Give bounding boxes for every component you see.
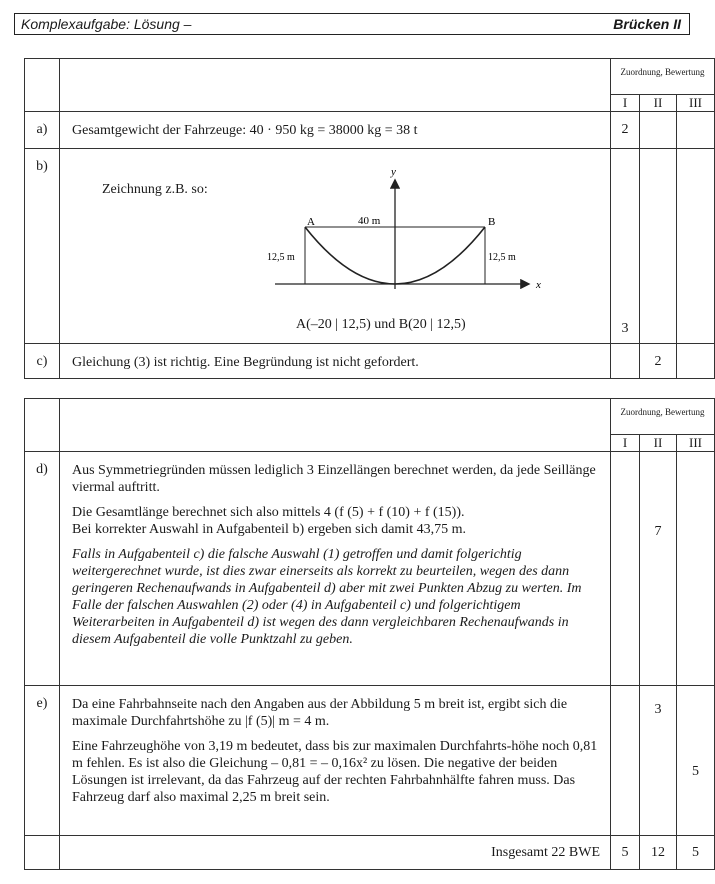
- task-label: b): [25, 149, 60, 344]
- x-axis-label: x: [536, 279, 541, 291]
- point-b-label: B: [488, 216, 496, 228]
- table-row: [25, 686, 715, 836]
- y-axis-label: y: [391, 166, 396, 178]
- task-label: e): [25, 686, 60, 836]
- page-header: [14, 13, 690, 35]
- point-a-label: A: [307, 216, 315, 228]
- table-row: [25, 149, 715, 344]
- right-height-label: 12,5 m: [488, 252, 516, 263]
- task-c-text: Gleichung (3) ist richtig. Eine Begründung ist nicht gefordert.: [60, 344, 611, 379]
- level-III-header: III: [677, 95, 715, 112]
- score-II: 7: [640, 452, 677, 686]
- solution-table-2: [24, 398, 715, 870]
- header-topic: Brücken II: [613, 16, 681, 32]
- task-e-paragraph-2: Eine Fahrzeughöhe von 3,19 m bedeutet, dass bis zur maximalen Durchfahrts-höhe noch 0,81 m fehlen. Es ist also die Gleichung – 0,81 = – 0,16x² zu lösen. Die negative der beiden Lösungen ist irrelevant, da das Fahrzeug auf der rechten Fahrbahnhälfte fahren muss. Das Fahrzeug darf also maximal 2,25 m breit sein.: [72, 739, 598, 805]
- total-score-III: 5: [677, 836, 715, 870]
- level-I-header: I: [611, 435, 640, 452]
- points-result: A(–20 | 12,5) und B(20 | 12,5): [296, 317, 466, 332]
- table-row: [25, 836, 715, 870]
- task-e-paragraph-1: Da eine Fahrbahnseite nach den Angaben aus der Abbildung 5 m breit ist, ergibt sich die maximale Durchfahrtshöhe zu |f (5)| m = 4 m.: [72, 697, 568, 729]
- score-II: 3: [640, 686, 677, 836]
- figure-intro: Zeichnung z.B. so:: [102, 182, 208, 197]
- score-III: 5: [677, 686, 715, 836]
- left-height-label: 12,5 m: [267, 252, 295, 263]
- table-row: [25, 452, 715, 686]
- task-d-paragraph-1: Aus Symmetriegründen müssen lediglich 3 Einzellängen berechnet werden, da jede Seillänge viermal auftritt.: [72, 463, 596, 495]
- header-title: Komplexaufgabe: Lösung –: [21, 16, 192, 32]
- task-d-result: Bei korrekter Auswahl in Aufgabenteil b) ergeben sich damit 43,75 m.: [72, 522, 466, 537]
- zuordnung-header: Zuordnung, Bewertung: [611, 399, 715, 435]
- zuordnung-header: Zuordnung, Bewertung: [611, 59, 715, 95]
- score-II: 2: [640, 344, 677, 379]
- task-e-content: [60, 686, 611, 836]
- level-II-header: II: [640, 95, 677, 112]
- task-b-content: [60, 149, 611, 344]
- table-row: [25, 344, 715, 379]
- table-header-blank: [25, 399, 60, 452]
- level-I-header: I: [611, 95, 640, 112]
- task-d-content: [60, 452, 611, 686]
- level-III-header: III: [677, 435, 715, 452]
- task-label: d): [25, 452, 60, 686]
- task-d-formula: Die Gesamtlänge berechnet sich also mittels 4 (f (5) + f (10) + f (15)).: [72, 505, 465, 520]
- level-II-header: II: [640, 435, 677, 452]
- task-label: c): [25, 344, 60, 379]
- total-label: Insgesamt 22 BWE: [60, 836, 611, 870]
- total-score-II: 12: [640, 836, 677, 870]
- score-I: 2: [611, 112, 640, 149]
- total-score-I: 5: [611, 836, 640, 870]
- score-I: 3: [611, 149, 640, 344]
- table-header-blank: [25, 59, 60, 112]
- task-d-note: Falls in Aufgabenteil c) die falsche Auswahl (1) getroffen und damit folgerichtig weitergerechnet wurde, ist dies zwar einerseits als korrekt zu beurteilen, wegen des dann geringeren Rechenaufwands in Aufgabenteil d) aber mit zwei Punkten Abzug zu werten. Im Falle der falschen Auswahlen (2) oder (4) in Aufgabenteil c) und folgerichtigem Weiterarbeiten in Aufgabenteil d) ist wegen des dann vergleichbaren Rechenaufwands in diesem Aufgabenteil die volle Punktzahl zu geben.: [72, 547, 582, 647]
- parabola-figure: [60, 149, 611, 309]
- span-label: 40 m: [358, 215, 381, 227]
- solution-table-1: [24, 58, 715, 379]
- table-row: [25, 112, 715, 149]
- table-header-blank: [60, 399, 611, 452]
- task-a-text: Gesamtgewicht der Fahrzeuge: 40 · 950 kg = 38000 kg = 38 t: [60, 112, 611, 149]
- task-label: a): [25, 112, 60, 149]
- table-header-blank: [60, 59, 611, 112]
